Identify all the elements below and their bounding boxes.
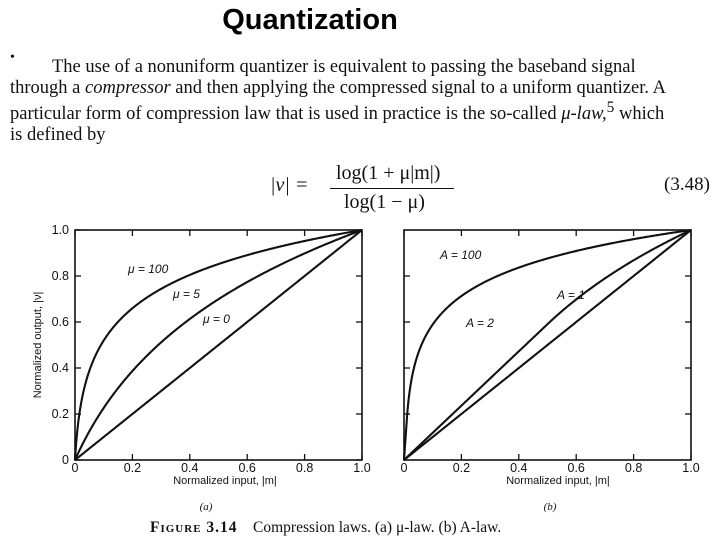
- p2-series-label-1: A = 100: [440, 248, 482, 262]
- p1-x-tick-label: 0.2: [123, 461, 142, 475]
- p1-series-label-1: μ = 100: [128, 262, 169, 276]
- p1-series-label-3: μ = 0: [203, 312, 230, 326]
- p1-x-tick-label: 0.8: [295, 461, 314, 475]
- p2-x-tick-label: 0: [400, 461, 408, 475]
- stray-mark: •: [10, 50, 15, 65]
- line2-start: through a: [10, 77, 86, 98]
- p1-y-tick-label: 0.2: [51, 407, 69, 421]
- p2-series-label-2: A = 2: [466, 316, 494, 330]
- p2-x-tick-label: 0.4: [510, 461, 528, 475]
- p1-y-axis-title: Normalized output, |ν|: [32, 291, 44, 399]
- footnote-marker: 5: [606, 99, 615, 116]
- compression-law-figure: [0, 215, 720, 515]
- line2-end: and then applying the compressed signal to a uniform quantizer. A: [170, 77, 666, 98]
- p1-y-tick-label: 0: [62, 453, 69, 467]
- figure-number: Figure 3.14: [150, 519, 238, 536]
- p2-x-tick-label: 0.8: [624, 461, 643, 475]
- p1-panel-label: (a): [199, 501, 213, 513]
- figure-caption: [150, 519, 501, 537]
- equation-numerator: log(1 + μ|m|): [336, 162, 441, 184]
- p2-series-label-3: A = 1: [557, 288, 585, 302]
- p1-x-tick-label: 0.4: [181, 461, 199, 475]
- line3-end: which: [614, 104, 665, 125]
- p1-y-tick-label: 0.4: [51, 361, 69, 375]
- paragraph-line-4: is defined by: [10, 124, 106, 145]
- p1-x-axis-title: Normalized input, |m|: [173, 475, 277, 487]
- p2-x-tick-label: 1.0: [682, 461, 700, 475]
- p2-x-tick-label: 0.6: [567, 461, 585, 475]
- caption-text: Compression laws. (a) μ-law. (b) A-law.: [253, 519, 502, 536]
- equation-lhs: |ν| =: [270, 174, 309, 196]
- p1-x-tick-label: 0: [71, 461, 79, 475]
- equation-denominator: log(1 − μ): [344, 191, 425, 213]
- paragraph: [10, 57, 716, 145]
- p2-x-axis-title: Normalized input, |m|: [506, 475, 610, 487]
- p1-x-tick-label: 1.0: [353, 461, 371, 475]
- mu-law-term: μ-law,: [561, 104, 607, 125]
- p1-y-tick-label: 1.0: [51, 223, 69, 237]
- paragraph-line-3: [10, 98, 716, 125]
- p1-y-tick-label: 0.8: [51, 269, 69, 283]
- p2-series-line-3: [404, 230, 691, 460]
- p1-y-tick-label: 0.6: [51, 315, 69, 329]
- p1-x-tick-label: 0.6: [238, 461, 256, 475]
- paragraph-line-1: The use of a nonuniform quantizer is equivalent to passing the baseband signal: [52, 57, 636, 77]
- slide-title: Quantization: [222, 4, 398, 36]
- paragraph-line-2: [10, 78, 716, 99]
- equation-number: (3.48): [664, 174, 710, 195]
- fraction-bar: [330, 188, 454, 189]
- compressor-term: compressor: [85, 77, 171, 98]
- line3-start: particular form of compression law that is used in practice is the so-called: [10, 104, 562, 125]
- mu-law-equation: [270, 158, 460, 216]
- p2-panel-label: (b): [543, 501, 557, 513]
- p2-x-tick-label: 0.2: [452, 461, 471, 475]
- p1-series-label-2: μ = 5: [173, 287, 200, 301]
